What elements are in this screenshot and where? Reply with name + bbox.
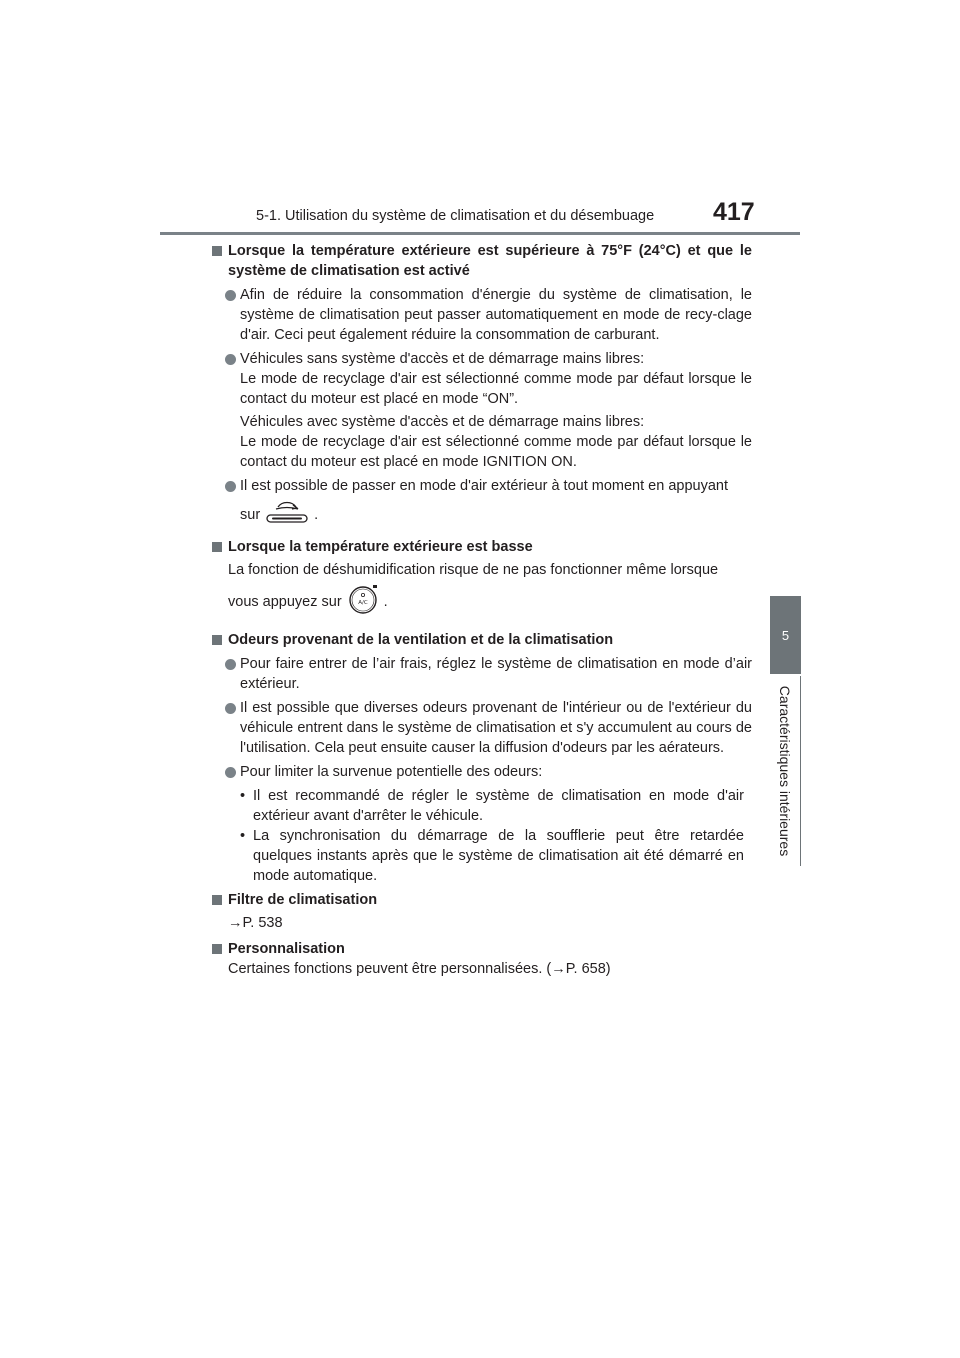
sub-list-item-text: La synchronisation du démarrage de la soufflerie peut être retardée quelques instants après que le système de climatisation ait été démarré en mode automatique.	[253, 828, 744, 884]
chapter-tab-number: 5	[770, 596, 801, 674]
round-bullet-icon	[225, 354, 236, 365]
list-item-text: .	[314, 507, 319, 523]
ac-button-label: A/C	[357, 600, 368, 606]
list-item-text: Pour limiter la survenue potentielle des odeurs:	[240, 764, 543, 780]
list-item-text: Véhicules avec système d'accès et de démarrage mains libres:	[240, 414, 645, 430]
list-item-text: sur	[240, 507, 261, 523]
square-bullet-icon	[212, 895, 222, 905]
square-bullet-icon	[212, 944, 222, 954]
list-item	[212, 285, 752, 345]
list-item	[212, 476, 752, 496]
round-bullet-icon	[225, 703, 236, 714]
header-rule	[160, 232, 800, 235]
list-item-continuation	[212, 412, 752, 472]
list-item-text: Il est possible que diverses odeurs provenant de l'intérieur ou de l'extérieur du véhicule entrent dans le système de climatisation et s'y accumulent au cours de l'utilisation. Cela peut ensuite causer la diffusion d'odeurs par les aérateurs.	[240, 700, 752, 756]
list-item	[212, 698, 752, 758]
round-bullet-icon	[225, 659, 236, 670]
section-heading	[212, 241, 752, 281]
chapter-tab-label-text: Caractéristiques intérieures	[777, 685, 794, 857]
section-heading	[212, 630, 752, 650]
sub-list-item	[212, 786, 752, 826]
sub-bullet-marker: •	[240, 788, 246, 804]
section-heading-text: Odeurs provenant de la ventilation et de la climatisation	[228, 632, 614, 648]
list-item	[212, 762, 752, 782]
ac-button-icon	[346, 582, 380, 622]
body-text: Certaines fonctions peuvent être personnalisées. (→P. 658)	[228, 961, 611, 977]
chapter-tab-label	[770, 676, 801, 866]
list-item-text: Pour faire entrer de l’air frais, réglez le système de climatisation en mode d’air extérieur.	[240, 656, 752, 692]
list-item-text: Véhicules sans système d'accès et de démarrage mains libres:	[240, 351, 645, 367]
body-text-part: .	[383, 594, 388, 610]
square-bullet-icon	[212, 635, 222, 645]
section-heading	[212, 537, 752, 557]
section-heading-text: Lorsque la température extérieure est supérieure à 75°F (24°C) et que le système de climatisation est activé	[228, 243, 752, 279]
page-number: 417	[713, 198, 755, 226]
page-reference: →P. 538	[228, 915, 283, 931]
list-item-text: Le mode de recyclage d'air est sélectionné comme mode par défaut lorsque le contact du moteur est placé en mode “ON”.	[240, 371, 752, 407]
section-heading	[212, 890, 752, 910]
page-content	[212, 241, 752, 979]
list-item-text: Afin de réduire la consommation d'énergie du système de climatisation, le système de climatisation peut passer automatiquement en mode de recy-clage d'air. Ceci peut également réduire la consommation de carburant.	[240, 287, 752, 343]
body-text-part: vous appuyez sur	[228, 594, 342, 610]
round-bullet-icon	[225, 290, 236, 301]
square-bullet-icon	[212, 246, 222, 256]
section-heading	[212, 939, 752, 959]
sub-list-item	[212, 826, 752, 886]
list-item-text: Il est possible de passer en mode d'air extérieur à tout moment en appuyant	[240, 478, 728, 494]
section-heading-text: Filtre de climatisation	[228, 892, 378, 908]
chapter-tab-line	[800, 676, 801, 866]
body-text-line	[212, 580, 752, 624]
list-item	[212, 349, 752, 409]
section-heading-text: Personnalisation	[228, 941, 345, 957]
sub-list-item-text: Il est recommandé de régler le système de climatisation en mode d'air extérieur avant d'arrêter le véhicule.	[253, 788, 744, 824]
round-bullet-icon	[225, 481, 236, 492]
list-item-text: Le mode de recyclage d'air est sélectionné comme mode par défaut lorsque le contact du moteur est placé en mode IGNITION ON.	[240, 434, 752, 470]
body-text: La fonction de déshumidification risque de ne pas fonctionner même lorsque	[228, 562, 719, 578]
square-bullet-icon	[212, 542, 222, 552]
list-item-continuation	[212, 496, 752, 534]
list-item	[212, 654, 752, 694]
section-heading-text: Lorsque la température extérieure est basse	[228, 539, 533, 555]
round-bullet-icon	[225, 767, 236, 778]
header-title: 5-1. Utilisation du système de climatisation et du désembuage	[256, 208, 655, 224]
sub-bullet-marker: •	[240, 828, 246, 844]
outside-air-button-icon	[264, 499, 310, 531]
